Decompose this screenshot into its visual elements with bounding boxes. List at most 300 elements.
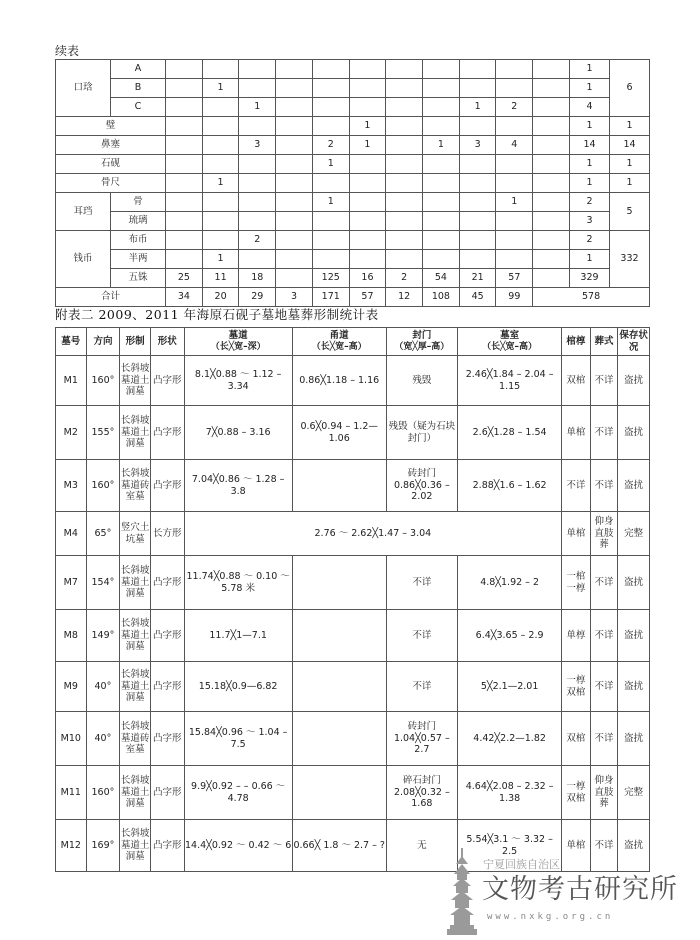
- count-cell: 20: [202, 288, 239, 307]
- table-row: [56, 512, 650, 556]
- count-cell: 57: [349, 288, 386, 307]
- tomb-no-cell: M4: [56, 512, 87, 556]
- count-cell: 4: [496, 136, 533, 155]
- state-cell: 盗扰: [618, 406, 650, 460]
- row-label: 五铢: [111, 269, 166, 288]
- count-cell: 16: [349, 269, 386, 288]
- count-cell: 45: [459, 288, 496, 307]
- table-row: [56, 193, 650, 212]
- count-cell: 1: [570, 117, 610, 136]
- state-cell: 完整: [618, 766, 650, 820]
- state-cell: 盗扰: [618, 712, 650, 766]
- count-cell: [459, 231, 496, 250]
- coffin-cell: 单棺: [562, 512, 591, 556]
- table-row: [56, 231, 650, 250]
- count-cell: [423, 212, 460, 231]
- count-cell: [423, 193, 460, 212]
- count-cell: 125: [312, 269, 349, 288]
- chamber-cell: 5.54╳3.1 ～ 3.32 – 2.5: [458, 820, 562, 872]
- chamber-cell: 4.8╳1.92 – 2: [458, 556, 562, 610]
- row-group-label: 耳珰: [56, 193, 111, 231]
- count-cell: [386, 174, 423, 193]
- count-cell: [166, 193, 203, 212]
- table-row: [56, 60, 650, 79]
- count-cell: [312, 212, 349, 231]
- count-cell: 54: [423, 269, 460, 288]
- passage-cell: 9.9╳0.92 – – 0.66 ～ 4.78: [184, 766, 292, 820]
- count-cell: [386, 79, 423, 98]
- count-cell: 11: [202, 269, 239, 288]
- seal-cell: 不详: [386, 662, 457, 712]
- count-cell: [386, 60, 423, 79]
- form-cell: 长斜坡墓道土洞墓: [120, 406, 151, 460]
- count-cell: [276, 98, 313, 117]
- form-cell: 长斜坡墓道砖室墓: [120, 712, 151, 766]
- corridor-cell: 0.66╳ 1.8 ～ 2.7 – ?: [292, 820, 386, 872]
- count-cell: 2: [239, 231, 276, 250]
- count-cell: [386, 212, 423, 231]
- count-cell: 1: [202, 174, 239, 193]
- form-cell: 长斜坡墓道土洞墓: [120, 610, 151, 662]
- seal-cell: 砖封门 1.04╳0.57 – 2.7: [386, 712, 457, 766]
- seal-cell: 砖封门 0.86╳0.36 – 2.02: [386, 460, 457, 512]
- count-cell: 3: [459, 136, 496, 155]
- coffin-cell: 一棺一椁: [562, 556, 591, 610]
- count-cell: [496, 117, 533, 136]
- count-cell: 25: [166, 269, 203, 288]
- count-cell: [312, 174, 349, 193]
- merged-dimension-cell: 2.76 ～ 2.62╳1.47 – 3.04: [184, 512, 562, 556]
- burial-cell: 不详: [590, 406, 618, 460]
- header-tomb-no: 墓号: [56, 328, 87, 356]
- count-cell: [533, 250, 570, 269]
- chamber-cell: 2.6╳1.28 – 1.54: [458, 406, 562, 460]
- count-cell: 329: [570, 269, 610, 288]
- group-total-cell: 5: [610, 193, 650, 231]
- group-total-cell: 6: [610, 60, 650, 117]
- count-cell: [166, 212, 203, 231]
- count-cell: 12: [386, 288, 423, 307]
- count-cell: [166, 98, 203, 117]
- count-cell: [166, 174, 203, 193]
- count-cell: [533, 174, 570, 193]
- count-cell: 1: [459, 98, 496, 117]
- count-cell: [312, 98, 349, 117]
- seal-cell: 残毁: [386, 356, 457, 406]
- chamber-cell: 6.4╳3.65 – 2.9: [458, 610, 562, 662]
- count-cell: [533, 269, 570, 288]
- group-total-cell: 14: [610, 136, 650, 155]
- count-cell: [239, 117, 276, 136]
- direction-cell: 169°: [86, 820, 120, 872]
- chamber-cell: 4.64╳2.08 – 2.32 – 1.38: [458, 766, 562, 820]
- state-cell: 盗扰: [618, 556, 650, 610]
- count-cell: [276, 117, 313, 136]
- shape-cell: 凸字形: [150, 766, 184, 820]
- tomb-no-cell: M12: [56, 820, 87, 872]
- count-cell: [276, 155, 313, 174]
- count-cell: [386, 98, 423, 117]
- direction-cell: 160°: [86, 766, 120, 820]
- count-cell: 2: [570, 231, 610, 250]
- count-cell: 1: [570, 155, 610, 174]
- header-seal: 封门 （宽╳厚–高）: [386, 328, 457, 356]
- header-form: 形制: [120, 328, 151, 356]
- table-row: [56, 356, 650, 406]
- row-label: 合计: [56, 288, 166, 307]
- coffin-cell: 双棺: [562, 356, 591, 406]
- count-cell: [533, 231, 570, 250]
- count-cell: [496, 79, 533, 98]
- count-cell: [349, 212, 386, 231]
- row-label: C: [111, 98, 166, 117]
- row-label: A: [111, 60, 166, 79]
- count-cell: [423, 250, 460, 269]
- burial-cell: 不详: [590, 712, 618, 766]
- row-label: 石砚: [56, 155, 166, 174]
- state-cell: 盗扰: [618, 610, 650, 662]
- table-row: [56, 766, 650, 820]
- count-cell: 21: [459, 269, 496, 288]
- table-row: [56, 79, 650, 98]
- count-cell: [202, 60, 239, 79]
- count-cell: 57: [496, 269, 533, 288]
- count-cell: [349, 250, 386, 269]
- count-cell: 3: [276, 288, 313, 307]
- count-cell: [459, 117, 496, 136]
- burial-cell: 不详: [590, 460, 618, 512]
- table-row: [56, 117, 650, 136]
- count-cell: [496, 155, 533, 174]
- count-cell: [496, 60, 533, 79]
- count-cell: [533, 155, 570, 174]
- table-row: [56, 212, 650, 231]
- count-cell: [276, 79, 313, 98]
- passage-cell: 11.7╳1—7.1: [184, 610, 292, 662]
- corridor-cell: 0.86╳1.18 – 1.16: [292, 356, 386, 406]
- count-cell: 18: [239, 269, 276, 288]
- count-cell: [202, 117, 239, 136]
- shape-cell: 凸字形: [150, 556, 184, 610]
- header-chamber: 墓室 （长╳宽–高）: [458, 328, 562, 356]
- form-cell: 长斜坡墓道土洞墓: [120, 820, 151, 872]
- count-cell: [166, 155, 203, 174]
- count-cell: [386, 250, 423, 269]
- shape-cell: 凸字形: [150, 662, 184, 712]
- count-cell: [276, 136, 313, 155]
- shape-cell: 凸字形: [150, 820, 184, 872]
- direction-cell: 160°: [86, 356, 120, 406]
- count-cell: 1: [349, 117, 386, 136]
- corridor-cell: [292, 662, 386, 712]
- count-cell: [202, 136, 239, 155]
- seal-cell: 残毁（疑为石块封门）: [386, 406, 457, 460]
- count-cell: [459, 155, 496, 174]
- form-cell: 长斜坡墓道土洞墓: [120, 662, 151, 712]
- count-cell: 1: [239, 98, 276, 117]
- grand-total-cell: 578: [533, 288, 650, 307]
- form-cell: 长斜坡墓道土洞墓: [120, 766, 151, 820]
- count-cell: [533, 79, 570, 98]
- seal-cell: 不详: [386, 556, 457, 610]
- table-row: [56, 174, 650, 193]
- corridor-cell: [292, 610, 386, 662]
- count-cell: 14: [570, 136, 610, 155]
- corridor-cell: 0.6╳0.94 – 1.2—1.06: [292, 406, 386, 460]
- row-label: 鼻塞: [56, 136, 166, 155]
- count-cell: [349, 98, 386, 117]
- table-row: [56, 288, 650, 307]
- count-cell: 1: [349, 136, 386, 155]
- pagoda-icon: [447, 848, 477, 938]
- count-cell: [239, 79, 276, 98]
- direction-cell: 160°: [86, 460, 120, 512]
- coffin-cell: 双棺: [562, 712, 591, 766]
- chamber-cell: 2.88╳1.6 – 1.62: [458, 460, 562, 512]
- tomb-no-cell: M11: [56, 766, 87, 820]
- count-cell: [386, 136, 423, 155]
- direction-cell: 40°: [86, 712, 120, 766]
- shape-cell: 凸字形: [150, 460, 184, 512]
- passage-cell: 11.74╳0.88 ～ 0.10 ～ 5.78 米: [184, 556, 292, 610]
- burial-cell: 仰身直肢葬: [590, 512, 618, 556]
- count-cell: 1: [570, 250, 610, 269]
- shape-cell: 凸字形: [150, 610, 184, 662]
- count-cell: 29: [239, 288, 276, 307]
- count-cell: 1: [423, 136, 460, 155]
- appendix-table-title: 附表二 2009、2011 年海原石砚子墓地墓葬形制统计表: [55, 307, 379, 322]
- count-cell: [496, 174, 533, 193]
- count-cell: 1: [570, 174, 610, 193]
- count-cell: [312, 250, 349, 269]
- form-cell: 长斜坡墓道砖室墓: [120, 460, 151, 512]
- count-cell: [276, 250, 313, 269]
- shape-cell: 凸字形: [150, 406, 184, 460]
- count-cell: 2: [312, 136, 349, 155]
- count-cell: [349, 79, 386, 98]
- count-cell: [459, 193, 496, 212]
- row-group-label: 钱币: [56, 231, 111, 288]
- count-cell: 34: [166, 288, 203, 307]
- count-cell: 1: [312, 155, 349, 174]
- count-cell: [459, 174, 496, 193]
- direction-cell: 155°: [86, 406, 120, 460]
- count-cell: [202, 193, 239, 212]
- count-cell: 1: [202, 250, 239, 269]
- table-row: [56, 269, 650, 288]
- table-row: [56, 136, 650, 155]
- burial-cell: 不详: [590, 556, 618, 610]
- table-row: [56, 460, 650, 512]
- burial-cell: 不详: [590, 662, 618, 712]
- count-cell: [276, 60, 313, 79]
- coffin-cell: 单棺: [562, 406, 591, 460]
- coffin-cell: 不详: [562, 460, 591, 512]
- table-row: [56, 406, 650, 460]
- passage-cell: 15.18╳0.9—6.82: [184, 662, 292, 712]
- table-row: [56, 250, 650, 269]
- group-total-cell: 1: [610, 117, 650, 136]
- count-cell: [496, 250, 533, 269]
- state-cell: 完整: [618, 512, 650, 556]
- count-cell: [386, 231, 423, 250]
- tomb-no-cell: M3: [56, 460, 87, 512]
- count-cell: 171: [312, 288, 349, 307]
- direction-cell: 149°: [86, 610, 120, 662]
- header-corridor: 甬道 （长╳宽–高）: [292, 328, 386, 356]
- count-cell: [496, 212, 533, 231]
- count-cell: [166, 79, 203, 98]
- header-direction: 方向: [86, 328, 120, 356]
- table-header-row: [56, 328, 650, 356]
- count-cell: 108: [423, 288, 460, 307]
- burial-cell: 不详: [590, 820, 618, 872]
- header-passage: 墓道 （长╳宽–深）: [184, 328, 292, 356]
- count-cell: [459, 250, 496, 269]
- count-cell: [239, 250, 276, 269]
- count-cell: [349, 155, 386, 174]
- watermark-institute: 文物考古研究所: [482, 874, 678, 905]
- table-row: [56, 662, 650, 712]
- seal-cell: 碎石封门 2.08╳0.32 – 1.68: [386, 766, 457, 820]
- count-cell: 2: [570, 193, 610, 212]
- count-cell: [239, 212, 276, 231]
- group-total-cell: 1: [610, 155, 650, 174]
- count-cell: [166, 117, 203, 136]
- direction-cell: 65°: [86, 512, 120, 556]
- corridor-cell: [292, 556, 386, 610]
- row-label: B: [111, 79, 166, 98]
- shape-cell: 凸字形: [150, 356, 184, 406]
- header-coffin: 棺椁: [562, 328, 591, 356]
- tomb-no-cell: M9: [56, 662, 87, 712]
- group-total-cell: 1: [610, 174, 650, 193]
- row-label: 璧: [56, 117, 166, 136]
- count-cell: [423, 60, 460, 79]
- form-cell: 长斜坡墓道土洞墓: [120, 356, 151, 406]
- table-row: [56, 98, 650, 117]
- count-cell: [459, 79, 496, 98]
- tomb-form-table: [55, 327, 650, 872]
- watermark-region: 宁夏回族自治区: [483, 858, 560, 871]
- count-cell: 4: [570, 98, 610, 117]
- count-cell: [276, 174, 313, 193]
- row-label: 琉璃: [111, 212, 166, 231]
- row-label: 骨: [111, 193, 166, 212]
- form-cell: 长斜坡墓道土洞墓: [120, 556, 151, 610]
- count-cell: [386, 193, 423, 212]
- count-cell: [239, 193, 276, 212]
- burial-cell: 不详: [590, 610, 618, 662]
- header-burial: 葬式: [590, 328, 618, 356]
- table-row: [56, 556, 650, 610]
- header-state: 保存状况: [618, 328, 650, 356]
- count-cell: [312, 60, 349, 79]
- table-row: [56, 155, 650, 174]
- count-cell: [202, 212, 239, 231]
- count-cell: [239, 60, 276, 79]
- tomb-no-cell: M1: [56, 356, 87, 406]
- count-cell: 1: [202, 79, 239, 98]
- chamber-cell: 4.42╳2.2—1.82: [458, 712, 562, 766]
- direction-cell: 154°: [86, 556, 120, 610]
- count-cell: 99: [496, 288, 533, 307]
- form-cell: 竖穴土坑墓: [120, 512, 151, 556]
- artifact-count-table: [55, 59, 650, 307]
- corridor-cell: [292, 766, 386, 820]
- direction-cell: 40°: [86, 662, 120, 712]
- shape-cell: 长方形: [150, 512, 184, 556]
- table-row: [56, 820, 650, 872]
- continued-table-label: 续表: [55, 44, 80, 58]
- table-row: [56, 610, 650, 662]
- state-cell: 盗扰: [618, 662, 650, 712]
- state-cell: 盗扰: [618, 356, 650, 406]
- count-cell: [202, 231, 239, 250]
- coffin-cell: 单椁: [562, 610, 591, 662]
- count-cell: [239, 155, 276, 174]
- count-cell: [533, 212, 570, 231]
- count-cell: [533, 98, 570, 117]
- count-cell: [423, 79, 460, 98]
- count-cell: [423, 174, 460, 193]
- passage-cell: 7╳0.88 – 3.16: [184, 406, 292, 460]
- passage-cell: 7.04╳0.86 ～ 1.28 – 3.8: [184, 460, 292, 512]
- count-cell: [166, 250, 203, 269]
- row-group-label: 口琀: [56, 60, 111, 117]
- count-cell: [533, 117, 570, 136]
- count-cell: [276, 193, 313, 212]
- tomb-no-cell: M7: [56, 556, 87, 610]
- count-cell: 2: [386, 269, 423, 288]
- count-cell: [423, 117, 460, 136]
- count-cell: [166, 60, 203, 79]
- count-cell: [202, 98, 239, 117]
- corridor-cell: [292, 460, 386, 512]
- count-cell: 1: [570, 79, 610, 98]
- count-cell: [533, 60, 570, 79]
- count-cell: [533, 136, 570, 155]
- count-cell: [459, 212, 496, 231]
- group-total-cell: 332: [610, 231, 650, 288]
- count-cell: [166, 136, 203, 155]
- count-cell: [276, 269, 313, 288]
- coffin-cell: 一椁双棺: [562, 662, 591, 712]
- passage-cell: 15.84╳0.96 ～ 1.04 – 7.5: [184, 712, 292, 766]
- coffin-cell: 单棺: [562, 820, 591, 872]
- count-cell: [239, 174, 276, 193]
- count-cell: [276, 212, 313, 231]
- count-cell: [423, 98, 460, 117]
- count-cell: 1: [312, 193, 349, 212]
- state-cell: 盗扰: [618, 820, 650, 872]
- count-cell: [312, 117, 349, 136]
- tomb-no-cell: M10: [56, 712, 87, 766]
- count-cell: [349, 174, 386, 193]
- chamber-cell: 5╳2.1—2.01: [458, 662, 562, 712]
- count-cell: [386, 117, 423, 136]
- burial-cell: 仰身直肢葬: [590, 766, 618, 820]
- count-cell: [166, 231, 203, 250]
- count-cell: [423, 155, 460, 174]
- shape-cell: 凸字形: [150, 712, 184, 766]
- count-cell: [202, 155, 239, 174]
- count-cell: 1: [496, 193, 533, 212]
- state-cell: 盗扰: [618, 460, 650, 512]
- chamber-cell: 2.46╳1.84 – 2.04 – 1.15: [458, 356, 562, 406]
- count-cell: 2: [496, 98, 533, 117]
- header-shape: 形状: [150, 328, 184, 356]
